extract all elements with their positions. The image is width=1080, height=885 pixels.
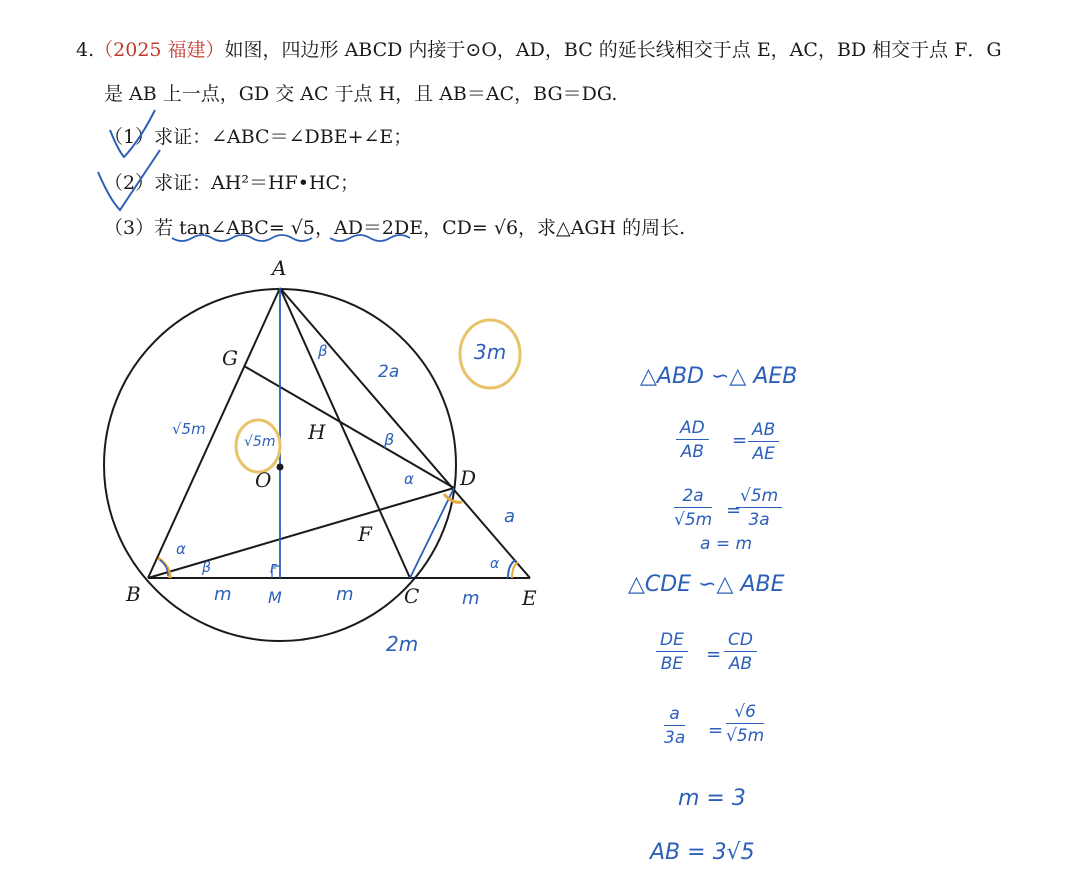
solution-similarity-1: △ABD ∽△ AEB [640,364,798,389]
fraction-ab-ae: $\frac{AB}{AE}$ [748,420,779,464]
point-e-label: E [522,586,537,610]
problem-stem-1: 如图，四边形 ABCD 内接于⊙O，AD，BC 的延长线相交于点 E，AC，BD 相交于点 F．G [224,39,1002,61]
eq-sign-4: = [708,720,724,741]
label-mc: m [336,584,354,605]
label-bm: m [214,584,232,605]
solution-result-ab: AB = 3√5 [650,840,755,865]
fraction-ad-ab: $\frac{AD}{AB}$ [676,418,709,462]
problem-part-2: （2）求证：AH²＝HF•HC； [104,172,360,194]
point-g-label: G [222,346,238,370]
eq-sign-3: = [706,644,722,665]
fraction-root6-root5m: $\frac{√6}{√5m}$ [726,702,765,746]
fraction-cd-ab: $\frac{CD}{AB}$ [724,630,757,674]
fraction-root5m-3a: $\frac{√5m}{3a}$ [736,486,782,530]
fraction-2a-root5m: $\frac{2a}{√5m}$ [674,486,713,530]
problem-number: 4. [76,39,95,61]
segment-gd [244,366,454,488]
label-circled-root5m: √5m [244,434,276,450]
solution-result-m-eq-3: m = 3 [678,786,746,811]
segment-bd [148,488,454,578]
label-circled-3m: 3m [474,340,507,364]
solution-result-a-eq-m: a = m [700,534,753,554]
underline-ad [330,235,410,241]
problem-source: （2025 福建） [94,39,225,61]
label-beta-b: β [202,560,211,576]
label-ag-length: √5m [172,420,206,438]
label-ad-length: 2a [378,362,400,382]
point-b-label: B [126,582,141,606]
problem-part-3: （3）若 tan∠ABC= √5，AD＝2DE，CD= √6，求△AGH 的周长. [104,217,686,239]
label-ce: m [462,588,480,609]
label-beta-d: β [384,430,395,449]
problem-line-2: 是 AB 上一点，GD 交 AC 于点 H，且 AB＝AC，BG＝DG. [104,83,618,105]
check-mark-2 [98,150,160,210]
eq-sign-2: = [726,500,742,521]
label-de-length: a [504,506,516,527]
point-f-label: F [358,522,372,546]
label-bc-total: 2m [386,632,419,656]
eq-sign-1: = [732,430,748,451]
check-mark-1 [110,110,155,157]
label-right-angle-f: F [270,562,277,576]
point-c-label: C [404,584,420,608]
point-a-label: A [272,256,287,280]
point-h-label: H [308,420,326,444]
point-d-label: D [460,466,477,490]
fraction-de-be: $\frac{DE}{BE}$ [656,630,688,674]
label-beta-a: β [318,342,328,360]
label-alpha-b: α [176,540,186,558]
segment-ab [148,288,280,578]
problem-part-1: （1）求证：∠ABC＝∠DBE+∠E； [104,126,413,148]
segment-cd [410,488,454,578]
point-o-label: O [255,468,272,492]
label-point-m: M [268,588,282,607]
underline-tan [172,235,312,241]
fraction-a-3a: $\frac{a}{3a}$ [664,704,686,748]
label-alpha-e: α [490,556,500,572]
label-alpha-d: α [404,470,414,488]
center-o-dot [277,464,284,471]
solution-similarity-2: △CDE ∽△ ABE [628,572,785,597]
